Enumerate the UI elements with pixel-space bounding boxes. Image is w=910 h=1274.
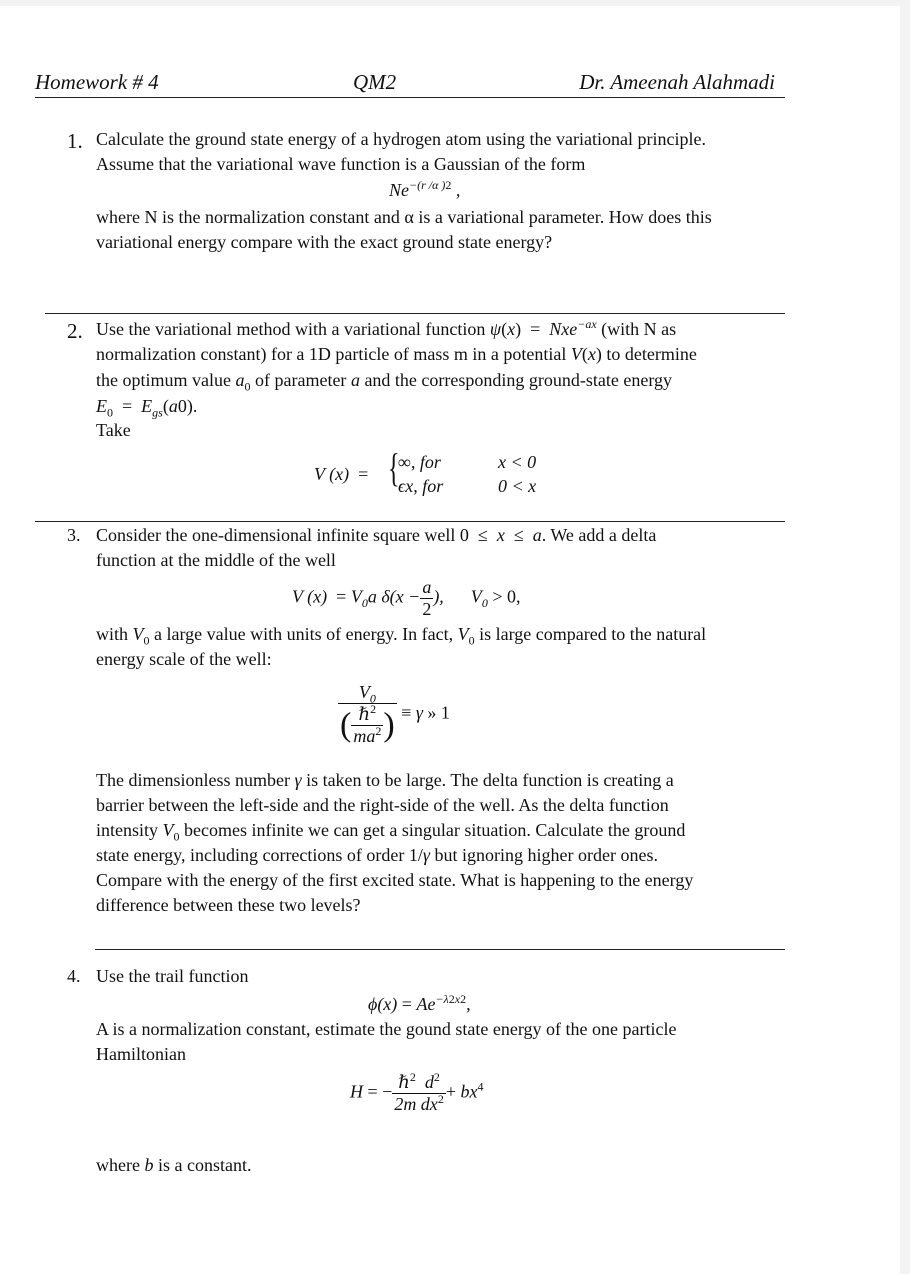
problem-3-body-5: Compare with the energy of the first excited state. What is happening to the energy [96,870,694,890]
divider-3 [95,949,785,950]
header-course: QM2 [353,70,397,94]
document-page [0,6,900,1274]
problem-3-line-2: function at the middle of the well [96,550,336,570]
problem-4-number: 4. [67,966,81,986]
problem-3-line-1: Consider the one-dimensional infinite square well 0 ≤ x ≤ a. We add a delta [96,525,657,545]
problem-2-case-1: ∞, for [398,452,441,472]
problem-2-line-2: normalization constant) for a 1D particle of mass m in a potential V(x) to determine [96,344,697,364]
problem-3-body-2: barrier between the left-side and the right-side of the well. As the delta function [96,795,669,815]
problem-4-line-1: Use the trail function [96,966,249,986]
problem-2-brace: { [388,445,400,490]
problem-4-hamiltonian-eq: H = − $\frac{\hbar^2 d^2}{2m dx^2}$ + $bx^4$ [350,1070,484,1114]
problem-1-line-2: Assume that the variational wave function is a Gaussian of the form [96,154,586,174]
problem-1-line-1: Calculate the ground state energy of a hydrogen atom using the variational principle. [96,129,706,149]
divider-2 [35,521,785,522]
problem-4-line-2: A is a normalization constant, estimate the gound state energy of the one particle [96,1019,677,1039]
problem-4-trial-function-eq: $\phi(x) = Ae^{-\lambda 2x2}$, [368,992,471,1014]
problem-2-energy-def: $E_0 = E_{gs}(a0)$. [96,396,198,420]
problem-3-body-6: difference between these two levels? [96,895,361,915]
header-homework: Homework # 4 [35,70,159,94]
problem-3-potential-eq: V $(x) = V_0a$ δ(x − $\frac{a}{2}$ ), $V_0 > 0$, [292,577,521,619]
problem-1-number: 1. [67,129,83,153]
problem-3-line-3: with $V_0$ a large value with units of energy. In fact, $V_0$ is large compared to the natural [96,624,707,648]
problem-3-body-3: intensity $V_0$ becomes infinite we can get a singular situation. Calculate the ground [96,820,686,844]
problem-2-potential-lhs: V (x) = [314,464,369,484]
problem-4-line-4: where b is a constant. [96,1155,252,1175]
problem-2-case-2: ϵx, for [398,476,444,496]
problem-1-gaussian-eq: $Ne^{-(r /\alpha )2}$ , [389,178,461,200]
problem-3-line-4: energy scale of the well: [96,649,272,669]
problem-2-line-3: the optimum value $a_0$ of parameter a and the corresponding ground-state energy [96,370,673,394]
problem-1-line-3: where N is the normalization constant and α is a variational parameter. How does this [96,207,712,227]
problem-4-line-3: Hamiltonian [96,1044,186,1064]
problem-2-number: 2. [67,319,83,343]
divider-1 [45,313,785,314]
problem-2-case-1-cond: x < 0 [498,452,537,472]
problem-3-body-1: The dimensionless number γ is taken to be large. The delta function is creating a [96,770,674,790]
problem-2-line-1: Use the variational method with a variational function ψ(x) = Nxe$^{-ax}$ (with N as [96,317,677,339]
page-header [35,70,785,98]
problem-3-number: 3. [67,525,81,545]
problem-2-case-2-cond: 0 < x [498,476,537,496]
problem-3-gamma-eq: $V_0$ ( $\frac{\hbar^2}{ma^2}$ ) ≡ γ » 1 [340,682,450,746]
problem-3-body-4: state energy, including corrections of order 1/γ but ignoring higher order ones. [96,845,658,865]
header-author: Dr. Ameenah Alahmadi [579,70,775,94]
problem-2-take: Take [96,420,131,440]
problem-1-line-4: variational energy compare with the exact ground state energy? [96,232,553,252]
